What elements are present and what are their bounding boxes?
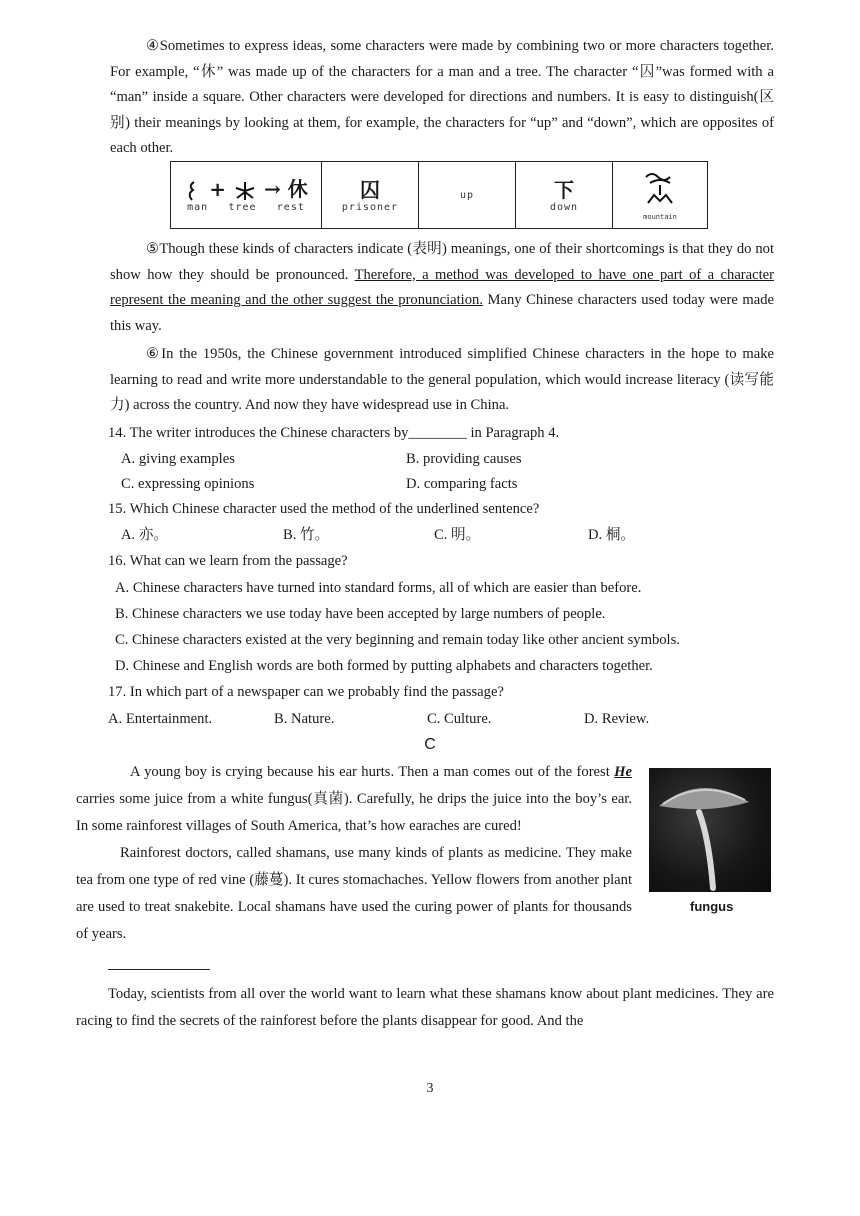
question-15-option-c: C. 明。 <box>434 527 481 543</box>
caption-rest: rest <box>276 201 305 213</box>
caption-tree: tree <box>228 201 257 213</box>
photo-caption: fungus <box>690 899 734 914</box>
caption-up: up <box>459 189 475 201</box>
caption-down: down <box>549 201 579 213</box>
section-heading: C <box>424 736 436 753</box>
passage-c-paragraph-3 <box>76 981 774 1035</box>
tree-pictograph-icon <box>233 180 257 202</box>
paragraph-text: Many Chinese characters used today were made this way. <box>110 292 775 334</box>
paragraph-text: Sometimes to express ideas, some characters were made by combining two or more characters together. For example, “ <box>110 38 774 80</box>
question-16-option-c: C. Chinese characters existed at the very beginning and remain today like other ancient symbols. <box>115 632 680 648</box>
underlined-word: He <box>614 764 632 780</box>
character-table <box>170 161 708 229</box>
question-15-option-a: A. 亦。 <box>121 527 169 543</box>
question-16-option-d: D. Chinese and English words are both formed by putting alphabets and characters together. <box>115 658 653 674</box>
underlined-sentence: Therefore, a method was developed to have one part of a character represent the meaning and the other suggest the pronunciation. <box>110 266 774 308</box>
question-17-option-d: D. Review. <box>584 711 650 727</box>
question-16-option-b: B. Chinese characters we use today have been accepted by large numbers of people. <box>115 606 606 622</box>
mushroom-icon <box>649 768 771 892</box>
caption-man: man <box>187 201 209 213</box>
question-17-option-a: A. Entertainment. <box>108 711 213 727</box>
question-14-stem: 14. The writer introduces the Chinese characters by________ in Paragraph 4. <box>108 425 560 441</box>
passage-c-paragraph-1 <box>76 759 632 840</box>
paragraph-text: A young boy is crying because his ear hurts. Then a man comes out of the forest <box>130 764 615 780</box>
passage-c-paragraph-2 <box>76 840 632 948</box>
mountain-cell <box>613 162 708 229</box>
question-14-option-d: D. comparing facts <box>406 476 518 492</box>
arrow-icon: → <box>263 177 281 202</box>
inline-character: 休 <box>199 63 217 80</box>
paragraph-5 <box>110 237 774 339</box>
man-pictograph-icon <box>184 180 202 202</box>
result-character: 休 <box>287 177 308 202</box>
question-14-option-c: C. expressing opinions <box>121 476 255 492</box>
question-17-option-b: B. Nature. <box>274 711 335 727</box>
paragraph-text: ”was formed with a “man” inside a square. Other characters were developed for directions and numbers. It is easy to distinguish(区别) their meanings by looking at them, for example, the characters for “up” and “down”, which are opposites of each other. <box>110 63 774 156</box>
plus-sign: + <box>209 177 227 202</box>
xiu-formation-cell <box>171 162 322 229</box>
paragraph-marker: ④ <box>146 38 160 54</box>
question-15-option-d: D. 桐。 <box>588 527 636 543</box>
footnote-divider <box>108 969 210 970</box>
caption-mountain: mountain <box>643 213 677 221</box>
question-15-stem: 15. Which Chinese character used the method of the underlined sentence? <box>108 501 540 517</box>
paragraph-text: Today, scientists from all over the world want to learn what these shamans know about plant medicines. They are racing to find the secrets of the rainforest before the plants disappear for good. And the <box>76 986 774 1029</box>
paragraph-marker: ⑥ <box>146 346 162 362</box>
paragraph-marker: ⑤ <box>146 241 160 257</box>
paragraph-4 <box>110 34 774 162</box>
question-16-option-a: A. Chinese characters have turned into standard forms, all of which are easier than before. <box>115 580 642 596</box>
up-cell <box>419 162 516 229</box>
question-17-option-c: C. Culture. <box>427 711 492 727</box>
page-number: 3 <box>426 1081 434 1096</box>
question-15-option-b: B. 竹。 <box>283 527 330 543</box>
down-character: 下 <box>554 177 574 202</box>
prisoner-cell <box>322 162 419 229</box>
down-cell <box>516 162 613 229</box>
prisoner-character: 囚 <box>360 177 380 202</box>
question-14-option-a: A. giving examples <box>121 451 235 467</box>
question-16-stem: 16. What can we learn from the passage? <box>108 553 348 569</box>
caption-prisoner: prisoner <box>341 201 399 213</box>
paragraph-text: In the 1950s, the Chinese government introduced simplified Chinese characters in the hope to make learning to read and write more understandable to the general population, which would increase literacy (读写能力) across the country. And now they have widespread use in China. <box>110 346 775 413</box>
paragraph-text: carries some juice from a white fungus(真菌). Carefully, he drips the juice into the boy’s ear. In some rainforest villages of South America, that’s how earaches are cured! <box>76 791 632 834</box>
paragraph-6 <box>110 342 774 419</box>
xiu-formation <box>171 177 321 202</box>
paragraph-text: Rainforest doctors, called shamans, use many kinds of plants as medicine. They make tea from one type of red vine (藤蔓). It cures stomachaches. Yellow flowers from another plant are used to treat snakebite. Local shamans have used the curing power of plants for thousands of years. <box>76 845 632 942</box>
fungus-photo <box>649 768 771 892</box>
mountain-pictograph-icon <box>640 169 680 209</box>
inline-character: 囚 <box>638 63 656 80</box>
paragraph-text: ” was made up of the characters for a man and a tree. The character “ <box>216 63 639 80</box>
paragraph-text: Though these kinds of characters indicate (表明) meanings, one of their shortcomings is that they do not show how they should be pronounced. <box>110 241 775 283</box>
question-17-stem: 17. In which part of a newspaper can we probably find the passage? <box>108 684 504 700</box>
question-14-option-b: B. providing causes <box>406 451 522 467</box>
